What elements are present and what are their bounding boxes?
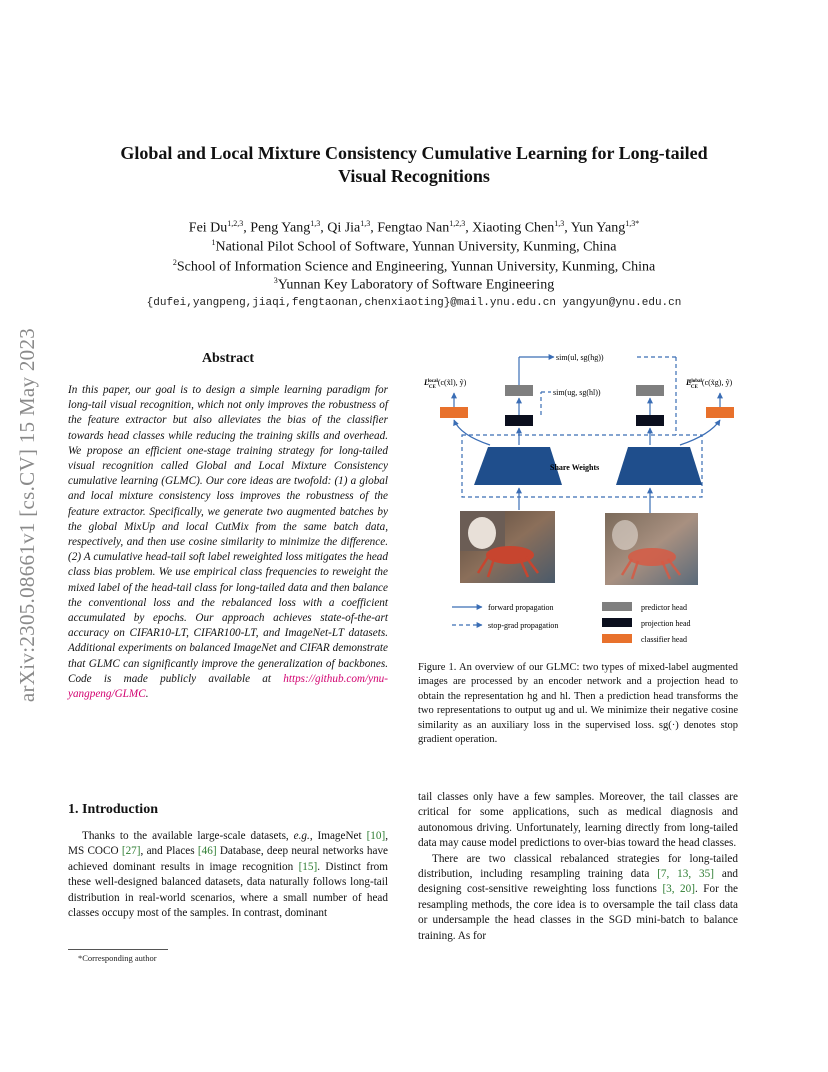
author-affiliation-mark: 1,2,3 [449,219,466,228]
encoder-right [616,447,702,485]
paragraph: There are two classical rebalanced strategies for long-tailed distribution, including resampling training data [7, 13, 35] and designing cost-sensitive reweighting loss functions [3, 20]. For the resampling methods, the core idea is to oversample the tail class data or undersample the head classes in the SGD mini-batch to balance training. As for [418,852,739,942]
citation-link[interactable]: [7, 13, 35] [657,868,714,881]
title-line-1: Global and Local Mixture Consistency Cumulative Learning for Long-tailed [120,143,708,163]
figure-1-caption: Figure 1. An overview of our GLMC: two types of mixed-label augmented images are processed by an encoder network and a projection head to obtain the representation hg and hl. Then a prediction head transforms the two representations to output ug and ul. We minimize their negative cosine similarity as an auxiliary loss in the supervised loss. sg(·) denotes stop gradient operation. [418,662,738,746]
predictor-head-left [505,385,533,396]
legend-projection-swatch [602,618,632,627]
author-name: Xiaoting Chen [472,220,555,236]
legend-classifier: classifier head [641,635,687,644]
author-affiliation-mark: 1,3 [360,219,371,228]
share-weights-label: Share Weights [550,463,600,472]
cutmix-image [460,511,555,583]
section-heading-introduction: 1. Introduction [68,802,158,817]
abstract-heading: Abstract [201,351,255,366]
loss-local-label: $L_{CE}local(c(x̃l)$, ỹ) [424,378,467,390]
author-affiliation-mark: 1,3* [625,219,640,228]
citation-link[interactable]: [15] [298,860,318,873]
arxiv-stamp: arXiv:2305.08661v1 [cs.CV] 15 May 2023 [15,327,39,703]
legend-stopgrad: stop-grad propagation [488,621,559,630]
author-name: Fengtao Nan [377,220,450,236]
legend-projection: projection head [641,619,691,628]
affiliation-3: $^3$Yunnan Key Laboratory of Software Engineering [273,276,555,293]
author-name: Peng Yang [250,220,311,236]
title-line-2: Visual Recognitions [338,166,490,186]
abstract-text: In this paper, our goal is to design a simple learning paradigm for long-tail visual recognition, which not only improves the robustness of the feature extractor but also alleviates the bias of the classifier towards head classes while reducing the training skills and overhead. We propose an efficient one-stage training strategy for long-tailed visual recognition called Global and Local Mixture Consistency cumulative learning (GLMC). Our core ideas are twofold: (1) a global and local mixture consistency loss improves the robustness of the feature extractor. Specifically, we generate two augmented batches by the global MixUp and local CutMix from the same batch data, respectively, and then use cosine similarity to minimize the difference. (2) A cumulative head-tail soft label reweighted loss mitigates the head class bias problem. We use empirical class frequencies to reweight the mixed label of the head-tail class for long-tailed data and then balance the conventional loss and the rebalanced loss with a coefficient accumulated by epochs. Our approach achieves state-of-the-art accuracy on CIFAR10-LT, CIFAR100-LT, and ImageNet-LT datasets. Additional experiments on balanced ImageNet and CIFAR demonstrate that GLMC can significantly improve the generalization of backbones. Code is made publicly available at https://github.com/ynu-yangpeng/GLMC. [68,384,388,701]
introduction-paragraph: Thanks to the available large-scale datasets, e.g., ImageNet [10], MS COCO [27], and Places [46] Database, deep neural networks have achieved dominant results in image recognition [15]. Distinct from these well-designed balanced datasets, data naturally follows long-tail distribution in real-world scenarios, where a small number of head classes occupy most of the samples. In contrast, dominant [68,830,389,920]
predictor-head-right [636,385,664,396]
author-list: Fei Du$^{1,2,3}$, Peng Yang$^{1,3}$, Qi Jia$^{1,3}$, Fengtao Nan$^{1,2,3}$, Xiaoting Chen$^{1,3}$, Yun Yang$^{1,3*}$ [188,219,640,236]
projection-head-left [505,415,533,426]
right-column-text [418,790,738,944]
footnote-rule [68,949,168,950]
sim-mid-label: sim(ug, sg(hl)) [553,388,601,397]
paper-title [70,142,758,188]
legend-forward: forward propagation [488,603,554,612]
classifier-head-right [706,407,734,418]
sim-top-label: sim(ul, sg(hg)) [556,353,604,362]
legend-predictor-swatch [602,602,632,611]
citation-link[interactable]: [10] [366,830,386,842]
author-affiliation-mark: 1,3 [554,219,565,228]
affiliation-2: $^2$School of Information Science and Engineering, Yunnan University, Kunming, China [172,258,656,275]
citation-link[interactable]: [46] [197,845,217,858]
author-affiliation-mark: 1,2,3 [227,219,244,228]
loss-global-label: $L_{CE}global(c(x̃g)$, ỹ) [686,378,733,390]
legend-classifier-swatch [602,634,632,643]
figure-1-diagram [410,345,755,650]
author-name: Fei Du [188,220,228,236]
affiliation-1: $^1$National Pilot School of Software, Yunnan University, Kunming, China [211,238,617,255]
projection-head-right [636,415,664,426]
author-emails: {dufei,yangpeng,jiaqi,fengtaonan,chenxiaoting}@mail.ynu.edu.cn yangyun@ynu.edu.cn [146,297,682,309]
citation-link[interactable]: [27] [121,845,141,858]
author-name: Qi Jia [327,220,361,236]
code-link[interactable]: https://github.com/ynu-yangpeng/GLMC [68,672,388,701]
legend-predictor: predictor head [641,603,687,612]
author-affiliation-mark: 1,3 [310,219,321,228]
footnote: *Corresponding author [78,953,157,963]
paragraph: tail classes only have a few samples. Moreover, the tail classes are critical for some applications, such as medical diagnosis and autonomous driving. Unfortunately, learning directly from long-tailed data may cause model predictions to over-bias toward the head classes. [418,791,738,850]
author-name: Yun Yang [570,220,626,236]
classifier-head-left [440,407,468,418]
mixup-image [605,513,698,585]
encoder-left [474,447,562,485]
citation-link[interactable]: [3, 20] [662,883,695,896]
